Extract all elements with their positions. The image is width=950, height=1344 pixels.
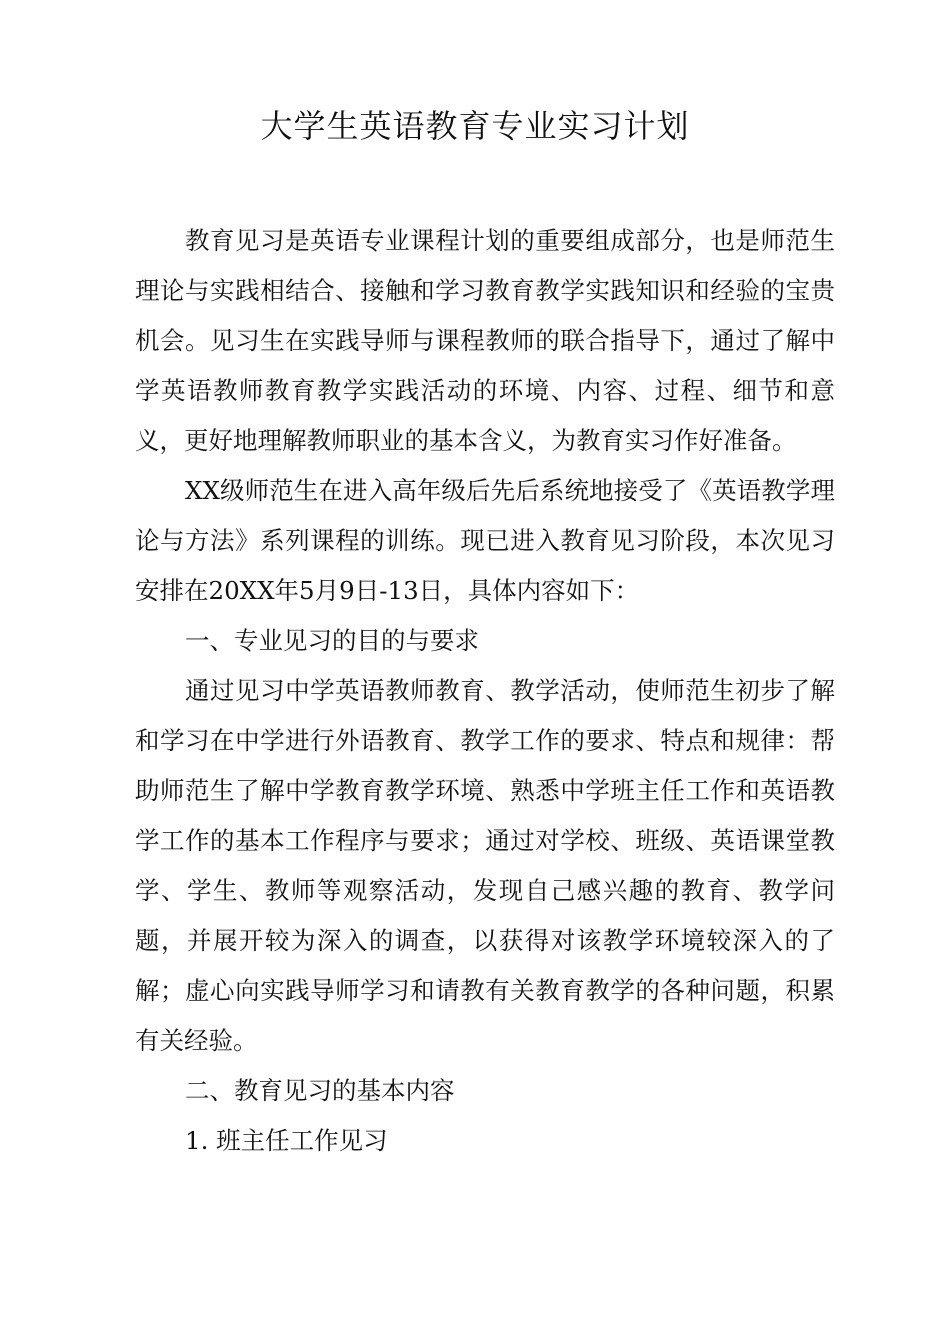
subsection-heading-homeroom: 1. 班主任工作见习 (185, 1126, 388, 1155)
paragraph-intro: 教育见习是英语专业课程计划的重要组成部分，也是师范生理论与实践相结合、接触和学习教育教学实践知识和经验的宝贵机会。见习生在实践导师与课程教师的联合指导下，通过了解中学英语教师教育教学实践活动的环境、内容、过程、细节和意义，更好地理解教师职业的基本含义，为教育实习作好准备。 (135, 226, 835, 455)
section-heading-content: 二、教育见习的基本内容 (185, 1076, 455, 1105)
section-heading-goals: 一、专业见习的目的与要求 (185, 626, 479, 655)
paragraph-schedule: XX级师范生在进入高年级后先后系统地接受了《英语教学理论与方法》系列课程的训练。现已进入教育见习阶段，本次见习安排在20XX年5月9日-13日，具体内容如下： (135, 476, 835, 605)
paragraph-goals: 通过见习中学英语教师教育、教学活动，使师范生初步了解和学习在中学进行外语教育、教学工作的要求、特点和规律：帮助师范生了解中学教育教学环境、熟悉中学班主任工作和英语教学工作的基本工作程序与要求；通过对学校、班级、英语课堂教学、学生、教师等观察活动，发现自己感兴趣的教育、教学问题，并展开较为深入的调查，以获得对该教学环境较深入的了解；虚心向实践导师学习和请教有关教育教学的各种问题，积累有关经验。 (135, 676, 835, 1055)
document-title: 大学生英语教育专业实习计划 (260, 107, 690, 145)
document-body (135, 216, 835, 1166)
